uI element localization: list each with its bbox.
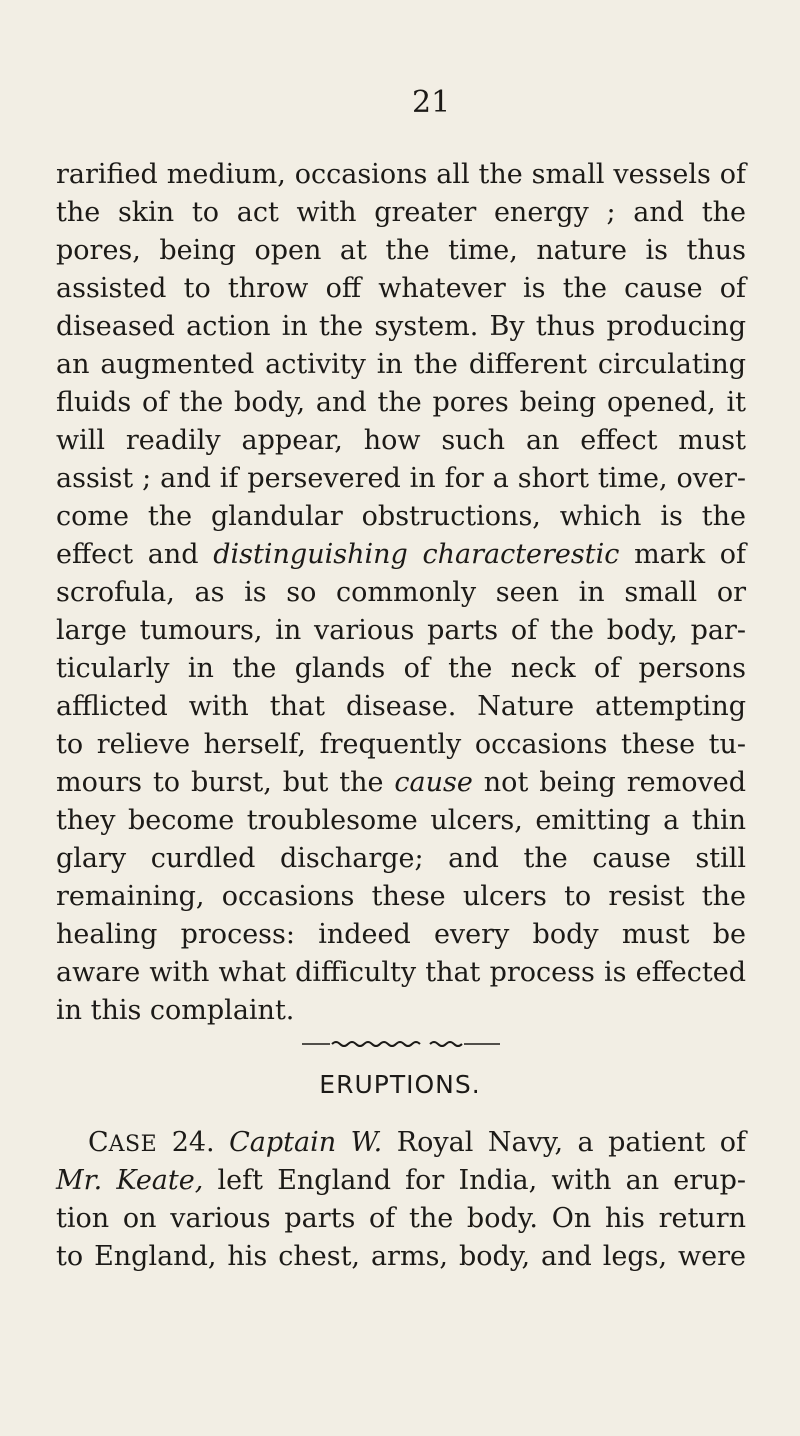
doctor-name: Mr. Keate, xyxy=(56,1165,204,1196)
page-number: 21 xyxy=(412,85,451,120)
text-line: come the glandular obstructions, which is the xyxy=(56,501,746,532)
text-line: an augmented activity in the different circulating xyxy=(56,349,746,380)
text-line xyxy=(56,1162,746,1200)
text-line: will readily appear, how such an effect must xyxy=(56,425,746,456)
text-line: tion on various parts of the body. On his return xyxy=(56,1203,746,1234)
text-line: aware with what difficulty that process is effected xyxy=(56,957,746,988)
text-line: diseased action in the system. By thus producing xyxy=(56,311,746,342)
text-line: large tumours, in various parts of the body, par- xyxy=(56,615,746,646)
text-span: mark of xyxy=(619,539,746,570)
text-span: not being removed xyxy=(472,767,746,798)
text-line: to England, his chest, arms, body, and legs, were xyxy=(56,1241,746,1272)
text-span: effect and xyxy=(56,539,214,570)
section-ornament xyxy=(302,1040,500,1048)
text-line: glary curdled discharge; and the cause still xyxy=(56,843,746,874)
text-line: remaining, occasions these ulcers to resist the xyxy=(56,881,746,912)
text-span: left England for India, with an erup- xyxy=(203,1165,746,1196)
text-line: ticularly in the glands of the neck of persons xyxy=(56,653,746,684)
patient-name: Captain W. xyxy=(229,1127,383,1158)
text-line xyxy=(56,536,746,574)
case-label-initial: C xyxy=(88,1127,109,1158)
text-line: scrofula, as is so commonly seen in small or xyxy=(56,577,746,608)
text-line: assisted to throw off whatever is the cause of xyxy=(56,273,746,304)
case-number: 24. xyxy=(157,1127,230,1158)
text-line: afflicted with that disease. Nature attempting xyxy=(56,691,746,722)
text-line-last: in this complaint. xyxy=(56,995,295,1026)
text-line: pores, being open at the time, nature is thus xyxy=(56,235,746,266)
text-line xyxy=(88,1124,746,1162)
section-heading: ERUPTIONS. xyxy=(319,1070,481,1099)
text-span: mours to burst, but the xyxy=(56,767,395,798)
text-line: the skin to act with greater energy ; and the xyxy=(56,197,746,228)
text-span: Royal Navy, a patient of xyxy=(382,1127,746,1158)
text-line: fluids of the body, and the pores being opened, it xyxy=(56,387,746,418)
case-label-rest: ASE xyxy=(108,1132,158,1157)
italic-phrase: distinguishing characterestic xyxy=(213,539,620,570)
text-line: they become troublesome ulcers, emitting a thin xyxy=(56,805,746,836)
text-line: assist ; and if persevered in for a short time, over- xyxy=(56,463,746,494)
text-line: healing process: indeed every body must be xyxy=(56,919,746,950)
text-line xyxy=(56,764,746,802)
italic-word: cause xyxy=(394,767,473,798)
text-line: to relieve herself, frequently occasions these tu- xyxy=(56,729,746,760)
text-line: rarified medium, occasions all the small vessels of xyxy=(56,159,746,190)
